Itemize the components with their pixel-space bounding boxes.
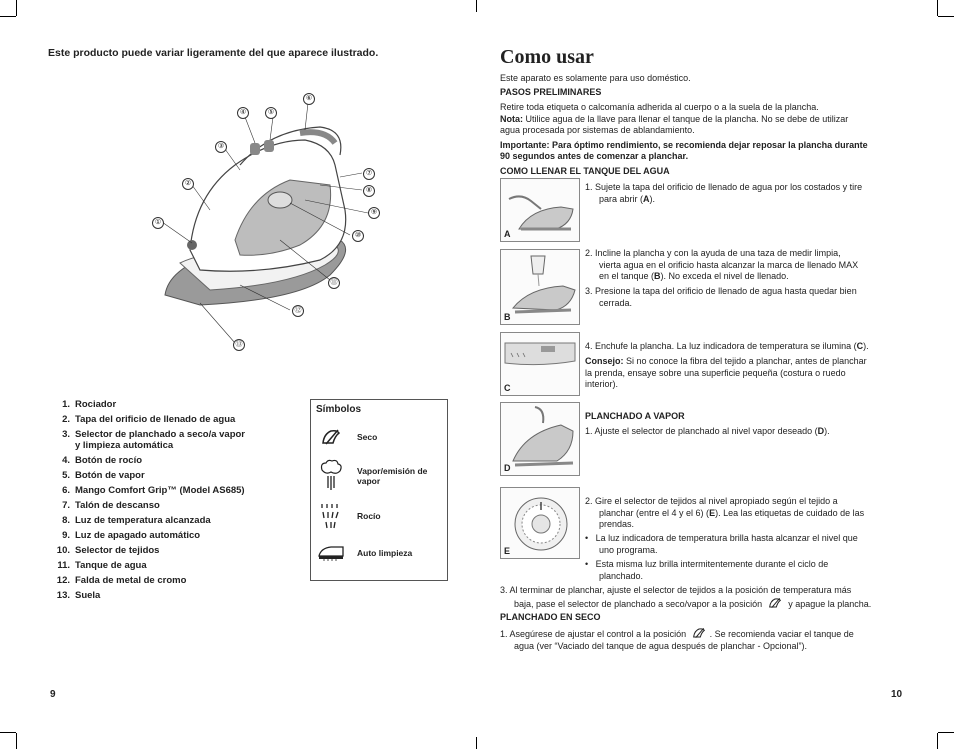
- callout-6: ⑥: [303, 93, 315, 105]
- figure-b: B: [500, 249, 580, 325]
- list-item: 8. Luz de temperatura alcanzada: [62, 515, 211, 526]
- page-number: 9: [50, 689, 56, 700]
- disclaimer: Este producto puede variar ligeramente del que aparece ilustrado.: [48, 47, 379, 59]
- figure-a: A: [500, 178, 580, 242]
- important-note: 90 segundos antes de comenzar a planchar.: [500, 151, 689, 161]
- callout-13: ⑬: [233, 339, 245, 351]
- step-4: 4. Enchufe la plancha. La luz indicadora de temperatura se ilumina (C).: [585, 341, 869, 351]
- steam-step-1: 1. Ajuste el selector de planchado al nivel vapor deseado (D).: [585, 426, 830, 436]
- list-item: 10. Selector de tejidos: [56, 545, 160, 556]
- section-heading: PLANCHADO EN SECO: [500, 612, 601, 622]
- iron-icon: [140, 85, 380, 360]
- figure-d: D: [500, 402, 580, 476]
- steam-icon: [311, 458, 351, 494]
- list-item: 13. Suela: [56, 590, 101, 601]
- list-item: 2. Tapa del orificio de llenado de agua: [62, 414, 236, 425]
- intro-text: Este aparato es solamente para uso doméstico.: [500, 73, 691, 83]
- callout-1: ①: [152, 217, 164, 229]
- iron-illustration: [140, 85, 380, 360]
- list-item: 3. Selector de planchado a seco/a vapor: [62, 429, 246, 440]
- list-item: 4. Botón de rocío: [62, 455, 143, 466]
- bullet-1: • La luz indicadora de temperatura brilla hasta alcanzar el nivel que uno programa.: [585, 533, 858, 555]
- paragraph: agua procesada por sistemas de ablandamiento.: [500, 125, 695, 135]
- iron-fill-cap-icon: [501, 179, 579, 241]
- paragraph: Retire toda etiqueta o calcomanía adherida al cuerpo o a la suela de la plancha.: [500, 102, 819, 112]
- figure-c: C: [500, 332, 580, 396]
- right-page: [477, 0, 954, 749]
- list-item: 11. Tanque de agua: [57, 560, 147, 571]
- note-paragraph: Nota: Utilice agua de la llave para llenar el tanque de la plancha. No se debe de utilizar: [500, 114, 849, 124]
- iron-pour-water-icon: [501, 250, 579, 324]
- callout-8: ⑧: [363, 185, 375, 197]
- self-clean-icon: [311, 545, 351, 561]
- section-heading: PASOS PRELIMINARES: [500, 87, 602, 97]
- callout-5: ⑤: [265, 107, 277, 119]
- symbols-title: Símbolos: [316, 404, 362, 415]
- bullet-2: • Esta misma luz brilla intermitentemente durante el ciclo de planchado.: [585, 559, 829, 581]
- tip-paragraph: Consejo: Si no conoce la fibra del tejido a planchar, antes de planchar la prenda, ensaye sobre una superficie pequeña (costura o ruedo interior).: [585, 356, 867, 389]
- callout-11: ⑪: [328, 277, 340, 289]
- parts-list: [50, 399, 245, 605]
- callout-7: ⑦: [363, 168, 375, 180]
- callout-3: ③: [215, 141, 227, 153]
- step-1: 1. Sujete la tapa del orificio de llenado de agua por los costados y tire para abrir (A).: [585, 182, 863, 204]
- callout-10: ⑩: [352, 230, 364, 242]
- spray-icon: [311, 502, 351, 530]
- list-item: y limpieza automática: [75, 440, 174, 451]
- list-item: 9. Luz de apagado automático: [62, 530, 201, 541]
- dry-iron-icon: [311, 428, 351, 446]
- steam-step-2: 2. Gire el selector de tejidos al nivel apropiado según el tejido a planchar (entre el 4 y el 6) (E). Lea las etiquetas de cuidado de las prendas.: [585, 496, 865, 529]
- section-heading: COMO LLENAR EL TANQUE DEL AGUA: [500, 166, 670, 176]
- symbol-row: Auto limpieza: [311, 545, 447, 561]
- list-item: 7. Talón de descanso: [62, 500, 160, 511]
- list-item: 5. Botón de vapor: [62, 470, 145, 481]
- page-title: Como usar: [500, 46, 594, 68]
- dry-step-1: 1. Asegúrese de ajustar el control a la posición . Se recomienda vaciar el tanque de agua (ver “Vaciado del tanque de agua después de planchar - Opcional”).: [500, 629, 854, 651]
- callout-4: ④: [237, 107, 249, 119]
- list-item: 1. Rociador: [62, 399, 117, 410]
- step-2: 2. Incline la plancha y con la ayuda de una taza de medir limpia, vierta agua en el orificio hasta alcanzar la marca de llenado MAX en el tanque (B). No exceda el nivel de llenado.: [585, 248, 859, 281]
- symbol-row: Rocío: [311, 502, 447, 530]
- step-3: 3. Presione la tapa del orificio de llenado de agua hasta quedar bien cerrada.: [585, 286, 857, 308]
- fabric-dial-icon: [501, 488, 579, 558]
- steam-step-3: 3. Al terminar de planchar, ajuste el selector de tejidos a la posición de temperatura más baja, pase el selector de planchado a seco/vapor a la posición y apague la plancha.: [500, 585, 872, 609]
- symbol-row: Seco: [311, 428, 447, 446]
- symbol-row: Vapor/emisión de vapor: [311, 458, 447, 494]
- important-note: Importante: Para óptimo rendimiento, se recomienda dejar reposar la plancha durante: [500, 140, 868, 150]
- dry-iron-icon: [691, 627, 707, 639]
- symbols-box: [310, 399, 448, 581]
- callout-9: ⑨: [368, 207, 380, 219]
- figure-e: E: [500, 487, 580, 559]
- list-item: 6. Mango Comfort Grip™ (Model AS685): [62, 485, 245, 496]
- page-number: 10: [891, 689, 903, 700]
- temperature-light-icon: [501, 333, 579, 395]
- dry-iron-icon: [767, 597, 783, 609]
- steam-selector-icon: [501, 403, 579, 475]
- callout-2: ②: [182, 178, 194, 190]
- list-item: 12. Falda de metal de cromo: [56, 575, 187, 586]
- section-heading: PLANCHADO A VAPOR: [585, 411, 685, 421]
- callout-12: ⑫: [292, 305, 304, 317]
